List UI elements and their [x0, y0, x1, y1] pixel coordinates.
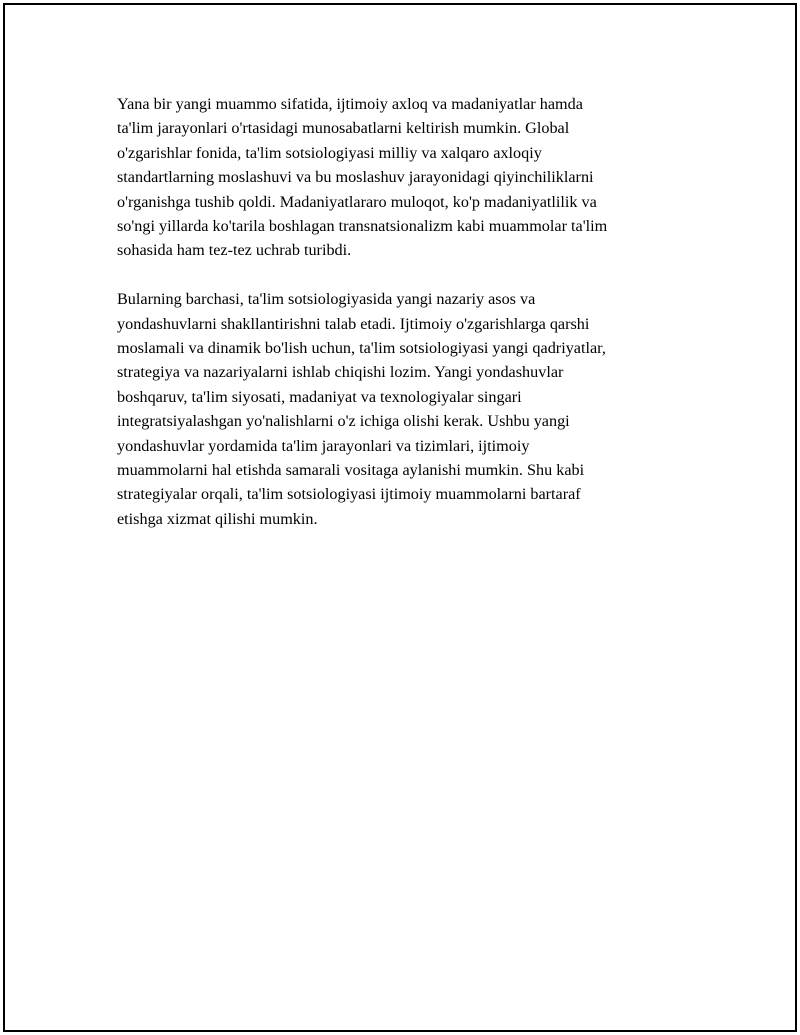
text-line: so'ngi yillarda ko'tarila boshlagan transnatsionalizm kabi muammolar ta'lim — [117, 217, 608, 236]
paragraph-2 — [117, 287, 679, 531]
text-line: ta'lim jarayonlari o'rtasidagi munosabatlarni keltirish mumkin. Global — [117, 119, 570, 138]
text-line: strategiya va nazariyalarni ishlab chiqishi lozim. Yangi yondashuvlar — [117, 363, 564, 382]
text-line: etishga xizmat qilishi mumkin. — [117, 509, 318, 528]
paragraph-1 — [117, 92, 679, 263]
text-line: o'rganishga tushib qoldi. Madaniyatlararo muloqot, ko'p madaniyatlilik va — [117, 192, 597, 211]
text-line: Bularning barchasi, ta'lim sotsiologiyasida yangi nazariy asos va — [117, 290, 536, 309]
text-line: moslamali va dinamik bo'lish uchun, ta'lim sotsiologiyasi yangi qadriyatlar, — [117, 339, 606, 358]
text-line: Yana bir yangi muammo sifatida, ijtimoiy axloq va madaniyatlar hamda — [117, 95, 583, 113]
text-line: yondashuvlar yordamida ta'lim jarayonlari va tizimlari, ijtimoiy — [117, 436, 530, 455]
text-line: standartlarning moslashuvi va bu moslashuv jarayonidagi qiyinchiliklarni — [117, 168, 594, 187]
text-line: sohasida ham tez-tez uchrab turibdi. — [117, 241, 352, 260]
text-line: strategiyalar orqali, ta'lim sotsiologiyasi ijtimoiy muammolarni bartaraf — [117, 485, 581, 504]
text-line: muammolarni hal etishda samarali vositaga aylanishi mumkin. Shu kabi — [117, 461, 585, 480]
text-line: boshqaruv, ta'lim siyosati, madaniyat va texnologiyalar singari — [117, 387, 522, 406]
text-line: integratsiyalashgan yo'nalishlarni o'z ichiga olishi kerak. Ushbu yangi — [117, 412, 570, 431]
document-body — [117, 92, 679, 531]
text-line: o'zgarishlar fonida, ta'lim sotsiologiyasi milliy va xalqaro axloqiy — [117, 143, 542, 162]
text-line: yondashuvlarni shakllantirishni talab etadi. Ijtimoiy o'zgarishlarga qarshi — [117, 314, 590, 333]
